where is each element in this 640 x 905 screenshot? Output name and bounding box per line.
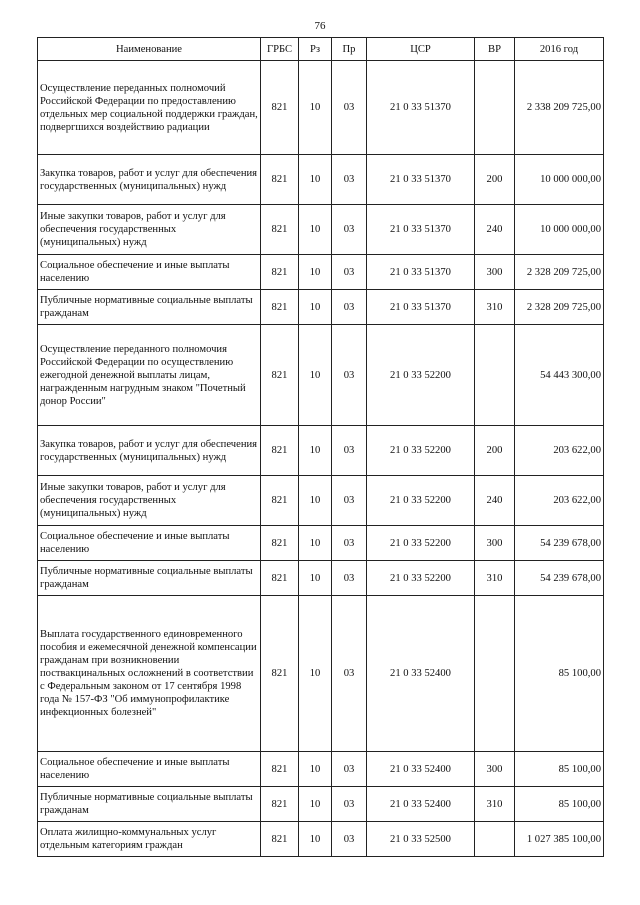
- header-csr: ЦСР: [367, 38, 475, 61]
- cell-pr: 03: [332, 426, 367, 476]
- cell-amount: 54 239 678,00: [515, 526, 604, 561]
- cell-vr: 310: [475, 561, 515, 596]
- cell-grbs: 821: [261, 526, 299, 561]
- cell-name: Закупка товаров, работ и услуг для обеспечения государственных (муниципальных) нужд: [38, 426, 261, 476]
- cell-rz: 10: [299, 255, 332, 290]
- table-row: [38, 426, 604, 476]
- cell-csr: 21 0 33 52200: [367, 476, 475, 526]
- cell-csr: 21 0 33 51370: [367, 205, 475, 255]
- cell-rz: 10: [299, 325, 332, 426]
- cell-csr: 21 0 33 52500: [367, 822, 475, 857]
- cell-pr: 03: [332, 61, 367, 155]
- table-row: [38, 155, 604, 205]
- cell-csr: 21 0 33 51370: [367, 255, 475, 290]
- cell-vr: [475, 325, 515, 426]
- cell-csr: 21 0 33 51370: [367, 290, 475, 325]
- header-vr: ВР: [475, 38, 515, 61]
- cell-name: Социальное обеспечение и иные выплаты населению: [38, 752, 261, 787]
- cell-amount: 85 100,00: [515, 752, 604, 787]
- cell-rz: 10: [299, 155, 332, 205]
- cell-name: Публичные нормативные социальные выплаты гражданам: [38, 561, 261, 596]
- cell-pr: 03: [332, 787, 367, 822]
- cell-grbs: 821: [261, 752, 299, 787]
- table-row: [38, 526, 604, 561]
- cell-grbs: 821: [261, 61, 299, 155]
- cell-grbs: 821: [261, 155, 299, 205]
- cell-grbs: 821: [261, 476, 299, 526]
- cell-grbs: 821: [261, 596, 299, 752]
- cell-name: Социальное обеспечение и иные выплаты населению: [38, 255, 261, 290]
- cell-csr: 21 0 33 52400: [367, 752, 475, 787]
- cell-rz: 10: [299, 426, 332, 476]
- cell-amount: 2 338 209 725,00: [515, 61, 604, 155]
- cell-grbs: 821: [261, 426, 299, 476]
- cell-vr: 310: [475, 290, 515, 325]
- cell-name: Выплата государственного единовременного пособия и ежемесячной денежной компенсации гражданам при возникновении поствакцинальных осложнений в соответствии с Федеральным законом от 17 сентября 1998 года № 157-ФЗ "Об иммунопрофилактике инфекционных болезней": [38, 596, 261, 752]
- cell-vr: [475, 596, 515, 752]
- cell-name: Социальное обеспечение и иные выплаты населению: [38, 526, 261, 561]
- cell-pr: 03: [332, 325, 367, 426]
- cell-pr: 03: [332, 290, 367, 325]
- cell-pr: 03: [332, 596, 367, 752]
- cell-vr: 300: [475, 752, 515, 787]
- table-row: [38, 787, 604, 822]
- cell-amount: 54 443 300,00: [515, 325, 604, 426]
- cell-grbs: 821: [261, 787, 299, 822]
- cell-pr: 03: [332, 822, 367, 857]
- cell-pr: 03: [332, 561, 367, 596]
- cell-vr: 300: [475, 255, 515, 290]
- table-row: [38, 561, 604, 596]
- cell-name: Публичные нормативные социальные выплаты гражданам: [38, 787, 261, 822]
- cell-csr: 21 0 33 51370: [367, 155, 475, 205]
- cell-grbs: 821: [261, 255, 299, 290]
- table-row: [38, 205, 604, 255]
- cell-amount: 1 027 385 100,00: [515, 822, 604, 857]
- cell-grbs: 821: [261, 822, 299, 857]
- cell-pr: 03: [332, 155, 367, 205]
- cell-amount: 203 622,00: [515, 476, 604, 526]
- cell-csr: 21 0 33 52400: [367, 787, 475, 822]
- cell-rz: 10: [299, 205, 332, 255]
- cell-rz: 10: [299, 561, 332, 596]
- cell-vr: 240: [475, 205, 515, 255]
- cell-name: Иные закупки товаров, работ и услуг для обеспечения государственных (муниципальных) нужд: [38, 476, 261, 526]
- cell-rz: 10: [299, 61, 332, 155]
- cell-csr: 21 0 33 52200: [367, 526, 475, 561]
- cell-amount: 10 000 000,00: [515, 205, 604, 255]
- header-rz: Рз: [299, 38, 332, 61]
- page-number: 76: [314, 20, 326, 32]
- cell-csr: 21 0 33 52200: [367, 426, 475, 476]
- table-row: [38, 61, 604, 155]
- cell-vr: 200: [475, 155, 515, 205]
- header-pr: Пр: [332, 38, 367, 61]
- table-row: [38, 476, 604, 526]
- table-row: [38, 290, 604, 325]
- cell-grbs: 821: [261, 325, 299, 426]
- cell-rz: 10: [299, 526, 332, 561]
- cell-name: Закупка товаров, работ и услуг для обеспечения государственных (муниципальных) нужд: [38, 155, 261, 205]
- cell-pr: 03: [332, 752, 367, 787]
- cell-amount: 203 622,00: [515, 426, 604, 476]
- cell-amount: 85 100,00: [515, 596, 604, 752]
- cell-rz: 10: [299, 752, 332, 787]
- cell-name: Осуществление переданного полномочия Российской Федерации по осуществлению ежегодной денежной выплаты лицам, награжденным нагрудным знаком "Почетный донор России": [38, 325, 261, 426]
- cell-csr: 21 0 33 52200: [367, 561, 475, 596]
- cell-rz: 10: [299, 787, 332, 822]
- table-row: [38, 255, 604, 290]
- table-row: [38, 822, 604, 857]
- cell-amount: 10 000 000,00: [515, 155, 604, 205]
- cell-pr: 03: [332, 205, 367, 255]
- cell-vr: 200: [475, 426, 515, 476]
- cell-grbs: 821: [261, 205, 299, 255]
- cell-grbs: 821: [261, 290, 299, 325]
- cell-rz: 10: [299, 596, 332, 752]
- cell-pr: 03: [332, 526, 367, 561]
- cell-csr: 21 0 33 52400: [367, 596, 475, 752]
- cell-csr: 21 0 33 51370: [367, 61, 475, 155]
- cell-vr: [475, 61, 515, 155]
- cell-vr: [475, 822, 515, 857]
- table-row: [38, 752, 604, 787]
- cell-amount: 54 239 678,00: [515, 561, 604, 596]
- header-year: 2016 год: [515, 38, 604, 61]
- cell-grbs: 821: [261, 561, 299, 596]
- header-name: Наименование: [38, 38, 261, 61]
- cell-amount: 2 328 209 725,00: [515, 290, 604, 325]
- table-header-row: [38, 38, 604, 61]
- cell-name: Иные закупки товаров, работ и услуг для обеспечения государственных (муниципальных) нужд: [38, 205, 261, 255]
- cell-rz: 10: [299, 290, 332, 325]
- table-row: [38, 596, 604, 752]
- cell-pr: 03: [332, 476, 367, 526]
- cell-rz: 10: [299, 822, 332, 857]
- cell-vr: 310: [475, 787, 515, 822]
- cell-csr: 21 0 33 52200: [367, 325, 475, 426]
- cell-vr: 300: [475, 526, 515, 561]
- cell-pr: 03: [332, 255, 367, 290]
- cell-name: Оплата жилищно-коммунальных услуг отдельным категориям граждан: [38, 822, 261, 857]
- header-grbs: ГРБС: [261, 38, 299, 61]
- table-row: [38, 325, 604, 426]
- cell-name: Публичные нормативные социальные выплаты гражданам: [38, 290, 261, 325]
- budget-table: [37, 37, 604, 857]
- cell-vr: 240: [475, 476, 515, 526]
- cell-amount: 85 100,00: [515, 787, 604, 822]
- cell-rz: 10: [299, 476, 332, 526]
- cell-amount: 2 328 209 725,00: [515, 255, 604, 290]
- cell-name: Осуществление переданных полномочий Российской Федерации по предоставлению отдельных мер социальной поддержки граждан, подвергшихся воздействию радиации: [38, 61, 261, 155]
